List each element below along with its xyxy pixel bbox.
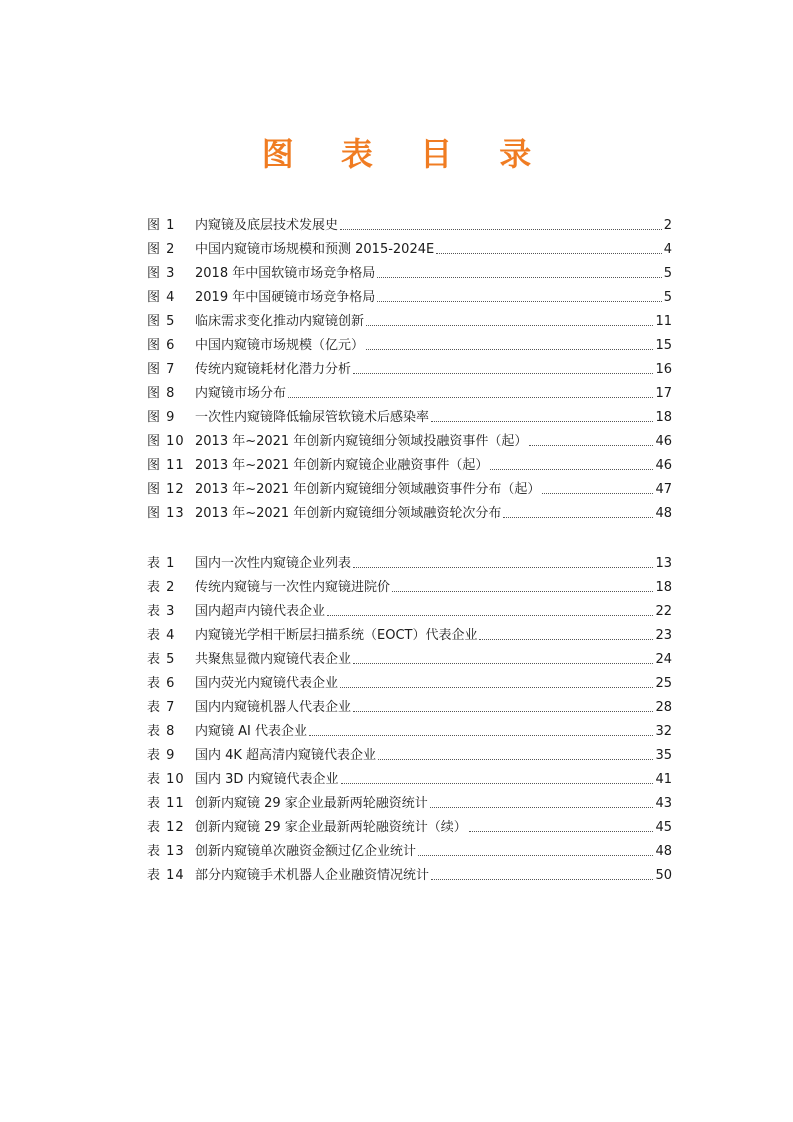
entry-page-number: 46 bbox=[655, 458, 672, 473]
entry-page-number: 13 bbox=[655, 556, 672, 571]
dot-leader bbox=[490, 469, 653, 470]
entry-title: 共聚焦显微内窥镜代表企业 bbox=[195, 652, 352, 667]
figure-entry[interactable] bbox=[147, 259, 672, 283]
dot-leader bbox=[479, 639, 653, 640]
entry-number: 图 5 bbox=[147, 314, 176, 329]
entry-title: 部分内窥镜手术机器人企业融资情况统计 bbox=[195, 868, 430, 883]
dot-leader bbox=[353, 663, 653, 664]
entry-title: 国内 4K 超高清内窥镜代表企业 bbox=[195, 748, 377, 763]
entry-page-number: 47 bbox=[655, 482, 672, 497]
entry-title: 2013 年~2021 年创新内窥镜细分领域融资事件分布（起） bbox=[195, 482, 541, 497]
entry-page-number: 35 bbox=[655, 748, 672, 763]
entry-title: 国内超声内镜代表企业 bbox=[195, 604, 326, 619]
figure-entry[interactable] bbox=[147, 451, 672, 475]
entry-title: 国内 3D 内窥镜代表企业 bbox=[195, 772, 339, 787]
figure-entry[interactable] bbox=[147, 427, 672, 451]
entry-title: 传统内窥镜与一次性内窥镜进院价 bbox=[195, 580, 391, 595]
dot-leader bbox=[469, 831, 654, 832]
entry-title: 国内荧光内窥镜代表企业 bbox=[195, 676, 339, 691]
entry-number: 表 10 bbox=[147, 772, 185, 787]
page-title: 图 表 目 录 bbox=[261, 135, 550, 173]
table-entry[interactable] bbox=[147, 717, 672, 741]
entry-title: 传统内窥镜耗材化潜力分析 bbox=[195, 362, 352, 377]
dot-leader bbox=[309, 735, 653, 736]
table-entry[interactable] bbox=[147, 765, 672, 789]
dot-leader bbox=[431, 421, 653, 422]
entry-page-number: 24 bbox=[655, 652, 672, 667]
entry-page-number: 45 bbox=[655, 820, 672, 835]
table-entry[interactable] bbox=[147, 645, 672, 669]
entry-number: 图 4 bbox=[147, 290, 176, 305]
table-entry[interactable] bbox=[147, 861, 672, 885]
entry-number: 表 4 bbox=[147, 628, 176, 643]
table-entry[interactable] bbox=[147, 693, 672, 717]
entry-title: 中国内窥镜市场规模（亿元） bbox=[195, 338, 365, 353]
table-entry[interactable] bbox=[147, 669, 672, 693]
dot-leader bbox=[436, 253, 662, 254]
dot-leader bbox=[377, 301, 662, 302]
entry-number: 表 9 bbox=[147, 748, 176, 763]
dot-leader bbox=[366, 349, 653, 350]
entry-page-number: 48 bbox=[655, 506, 672, 521]
entry-page-number: 22 bbox=[655, 604, 672, 619]
table-entry[interactable] bbox=[147, 837, 672, 861]
figure-entry[interactable] bbox=[147, 355, 672, 379]
figure-entry[interactable] bbox=[147, 283, 672, 307]
table-entry[interactable] bbox=[147, 597, 672, 621]
dot-leader bbox=[340, 229, 662, 230]
entry-page-number: 4 bbox=[663, 242, 672, 257]
dot-leader bbox=[431, 879, 653, 880]
entry-title: 创新内窥镜 29 家企业最新两轮融资统计（续） bbox=[195, 820, 467, 835]
dot-leader bbox=[353, 567, 653, 568]
entry-page-number: 25 bbox=[655, 676, 672, 691]
entry-number: 表 6 bbox=[147, 676, 176, 691]
entry-number: 图 2 bbox=[147, 242, 176, 257]
dot-leader bbox=[529, 445, 653, 446]
figure-entry[interactable] bbox=[147, 379, 672, 403]
entry-title: 国内一次性内窥镜企业列表 bbox=[195, 556, 352, 571]
entry-title: 内窥镜光学相干断层扫描系统（EOCT）代表企业 bbox=[195, 628, 478, 643]
entry-number: 图 10 bbox=[147, 434, 185, 449]
entry-number: 图 1 bbox=[147, 218, 176, 233]
entry-title: 创新内窥镜单次融资金额过亿企业统计 bbox=[195, 844, 417, 859]
entry-title: 国内内窥镜机器人代表企业 bbox=[195, 700, 352, 715]
entry-number: 图 11 bbox=[147, 458, 185, 473]
table-entry[interactable] bbox=[147, 549, 672, 573]
entry-page-number: 46 bbox=[655, 434, 672, 449]
entry-number: 图 3 bbox=[147, 266, 176, 281]
dot-leader bbox=[377, 277, 662, 278]
entry-title: 内窥镜 AI 代表企业 bbox=[195, 724, 307, 739]
entry-page-number: 50 bbox=[655, 868, 672, 883]
entry-number: 表 8 bbox=[147, 724, 176, 739]
table-list bbox=[147, 549, 672, 885]
dot-leader bbox=[341, 783, 654, 784]
figure-entry[interactable] bbox=[147, 499, 672, 523]
figure-entry[interactable] bbox=[147, 235, 672, 259]
dot-leader bbox=[340, 687, 653, 688]
dot-leader bbox=[378, 759, 653, 760]
figure-entry[interactable] bbox=[147, 211, 672, 235]
entry-title: 一次性内窥镜降低输尿管软镜术后感染率 bbox=[195, 410, 430, 425]
entry-page-number: 28 bbox=[655, 700, 672, 715]
entry-page-number: 32 bbox=[655, 724, 672, 739]
entry-number: 图 7 bbox=[147, 362, 176, 377]
entry-number: 表 5 bbox=[147, 652, 176, 667]
entry-number: 表 2 bbox=[147, 580, 176, 595]
entry-number: 表 13 bbox=[147, 844, 185, 859]
dot-leader bbox=[353, 711, 653, 712]
entry-title: 2018 年中国软镜市场竞争格局 bbox=[195, 266, 376, 281]
entry-number: 表 11 bbox=[147, 796, 185, 811]
entry-page-number: 43 bbox=[655, 796, 672, 811]
entry-number: 图 8 bbox=[147, 386, 176, 401]
entry-number: 表 12 bbox=[147, 820, 185, 835]
entry-page-number: 18 bbox=[655, 410, 672, 425]
entry-title: 内窥镜市场分布 bbox=[195, 386, 287, 401]
entry-title: 2019 年中国硬镜市场竞争格局 bbox=[195, 290, 376, 305]
entry-number: 表 14 bbox=[147, 868, 185, 883]
dot-leader bbox=[503, 517, 653, 518]
table-entry[interactable] bbox=[147, 813, 672, 837]
entry-number: 表 3 bbox=[147, 604, 176, 619]
entry-page-number: 16 bbox=[655, 362, 672, 377]
entry-number: 图 13 bbox=[147, 506, 185, 521]
figure-entry[interactable] bbox=[147, 331, 672, 355]
entry-page-number: 15 bbox=[655, 338, 672, 353]
figure-entry[interactable] bbox=[147, 403, 672, 427]
entry-title: 2013 年~2021 年创新内窥镜企业融资事件（起） bbox=[195, 458, 489, 473]
entry-title: 中国内窥镜市场规模和预测 2015-2024E bbox=[195, 242, 435, 257]
dot-leader bbox=[327, 615, 653, 616]
entry-page-number: 48 bbox=[655, 844, 672, 859]
dot-leader bbox=[430, 807, 654, 808]
figure-entry[interactable] bbox=[147, 475, 672, 499]
entry-title: 2013 年~2021 年创新内窥镜细分领域融资轮次分布 bbox=[195, 506, 502, 521]
entry-title: 2013 年~2021 年创新内窥镜细分领域投融资事件（起） bbox=[195, 434, 528, 449]
entry-page-number: 2 bbox=[663, 218, 672, 233]
entry-number: 图 9 bbox=[147, 410, 176, 425]
entry-title: 临床需求变化推动内窥镜创新 bbox=[195, 314, 365, 329]
figure-entry[interactable] bbox=[147, 307, 672, 331]
entry-title: 内窥镜及底层技术发展史 bbox=[195, 218, 339, 233]
entry-page-number: 18 bbox=[655, 580, 672, 595]
table-entry[interactable] bbox=[147, 621, 672, 645]
dot-leader bbox=[353, 373, 653, 374]
entry-page-number: 11 bbox=[655, 314, 672, 329]
entry-title: 创新内窥镜 29 家企业最新两轮融资统计 bbox=[195, 796, 428, 811]
dot-leader bbox=[392, 591, 653, 592]
dot-leader bbox=[366, 325, 653, 326]
entry-page-number: 5 bbox=[663, 290, 672, 305]
entry-number: 图 6 bbox=[147, 338, 176, 353]
table-entry[interactable] bbox=[147, 741, 672, 765]
dot-leader bbox=[288, 397, 653, 398]
dot-leader bbox=[542, 493, 653, 494]
entry-number: 表 1 bbox=[147, 556, 176, 571]
figure-list bbox=[147, 211, 672, 523]
table-entry[interactable] bbox=[147, 573, 672, 597]
entry-number: 表 7 bbox=[147, 700, 176, 715]
entry-page-number: 17 bbox=[655, 386, 672, 401]
entry-page-number: 41 bbox=[655, 772, 672, 787]
dot-leader bbox=[418, 855, 653, 856]
table-entry[interactable] bbox=[147, 789, 672, 813]
entry-page-number: 23 bbox=[655, 628, 672, 643]
entry-number: 图 12 bbox=[147, 482, 185, 497]
entry-page-number: 5 bbox=[663, 266, 672, 281]
